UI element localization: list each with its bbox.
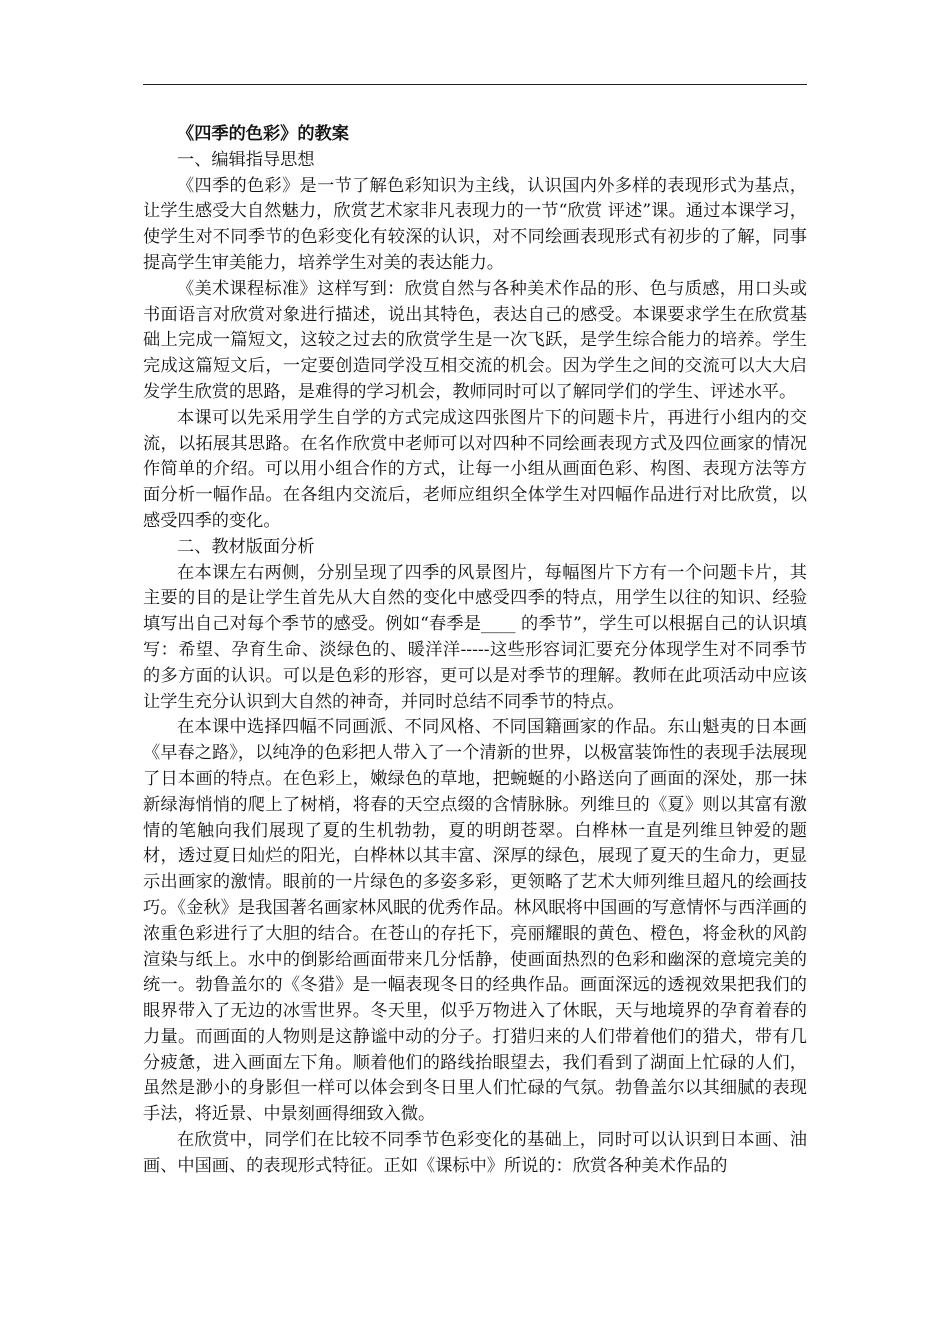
section-heading-2: 二、教材版面分析 [177,536,315,557]
paragraph-6: 在欣赏中，同学们在比较不同季节色彩变化的基础上，同时可以认识到日本画、油画、中国画、的表现形式特征。正如《课标中》所说的：欣赏各种美术作品的 [143,1130,807,1176]
header-rule [143,84,807,85]
section-heading-1: 一、编辑指导思想 [177,149,315,170]
paragraph-1: 《四季的色彩》是一节了解色彩知识为主线，认识国内外多样的表现形式为基点，让学生感受大自然魅力，欣赏艺术家非凡表现力的一节“欣赏 评述”课。通过本课学习，使学生对不同季节的色彩变化有较深的认识，对不同绘画表现形式有初步的了解，同事提高学生审美能力，培养学生对美的表达能力。 [143,175,807,273]
paragraph-3: 本课可以先采用学生自学的方式完成这四张图片下的问题卡片，再进行小组内的交流，以拓展其思路。在名作欣赏中老师可以对四种不同绘画表现方式及四位画家的情况作简单的介绍。可以用小组合作的方式，让每一小组从画面色彩、构图、表现方法等方面分析一幅作品。在各组内交流后，老师应组织全体学生对四幅作品进行对比欣赏，以感受四季的变化。 [143,407,807,531]
document-title: 《四季的色彩》的教案 [177,124,349,144]
paragraph-4: 在本课左右两侧，分别呈现了四季的风景图片，每幅图片下方有一个问题卡片，其主要的目的是让学生首先从大自然的变化中感受四季的特点，用学生以往的知识、经验填写出自己对每个季节的感受。例如“春季是____ 的季节”，学生可以根据自己的认识填写：希望、孕育生命、淡绿色的、暖洋洋-----这些形容词汇要充分体现学生对不同季节的多方面的认识。可以是色彩的形容，更可以是对季节的理解。教师在此项活动中应该让学生充分认识到大自然的神奇，并同时总结不同季节的特点。 [143,562,807,712]
document-body [143,122,807,1180]
paragraph-2: 《美术课程标准》这样写到：欣赏自然与各种美术作品的形、色与质感，用口头或书面语言对欣赏对象进行描述，说出其特色，表达自己的感受。本课要求学生在欣赏基础上完成一篇短文，这较之过去的欣赏学生是一次飞跃，是学生综合能力的培养。学生完成这篇短文后，一定要创造同学没互相交流的机会。因为学生之间的交流可以大大启发学生欣赏的思路，是难得的学习机会，教师同时可以了解同学们的学生、评述水平。 [143,278,807,402]
paragraph-5: 在本课中选择四幅不同画派、不同风格、不同国籍画家的作品。东山魁夷的日本画《早春之路》，以纯净的色彩把人带入了一个清新的世界，以极富装饰性的表现手法展现了日本画的特点。在色彩上，嫩绿色的草地，把蜿蜒的小路送向了画面的深处，那一抹新绿海悄悄的爬上了树梢，将春的天空点缀的含情脉脉。列维旦的《夏》则以其富有激情的笔触向我们展现了夏的生机勃勃，夏的明朗苍翠。白桦林一直是列维旦钟爱的题材，透过夏日灿烂的阳光，白桦林以其丰富、深厚的绿色，展现了夏天的生命力，更显示出画家的激情。眼前的一片绿色的多姿多彩，更领略了艺术大师列维旦超凡的绘画技巧。《金秋》是我国著名画家林风眠的优秀作品。林风眠将中国画的写意情怀与西洋画的浓重色彩进行了大胆的结合。在苍山的存托下，亮丽耀眼的黄色、橙色，将金秋的风韵渲染与纸上。水中的倒影给画面带来几分恬静，使画面热烈的色彩和幽深的意境完美的统一。勃鲁盖尔的《冬猎》是一幅表现冬日的经典作品。画面深远的透视效果把我们的眼界带入了无边的冰雪世界。冬天里，似乎万物进入了休眠，天与地境界的孕育着春的力量。而画面的人物则是这静谧中动的分子。打猎归来的人们带着他们的猎犬，带有几分疲惫，进入画面左下角。顺着他们的路线抬眼望去，我们看到了湖面上忙碌的人们，虽然是渺小的身影但一样可以体会到冬日里人们忙碌的气氛。勃鲁盖尔以其细腻的表现手法，将近景、中景刻画得细致入微。 [143,717,807,1125]
